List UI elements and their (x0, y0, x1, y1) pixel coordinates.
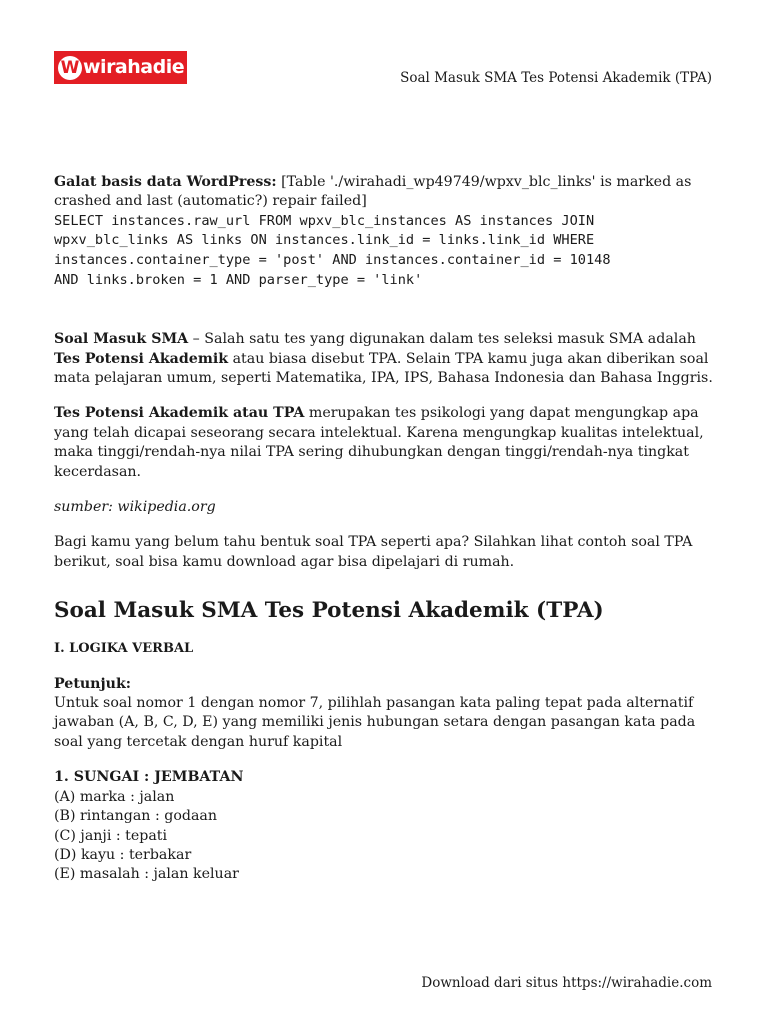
db-error-label: Galat basis data WordPress: (54, 174, 277, 190)
answer-option: (D) kayu : terbakar (54, 846, 192, 863)
db-error-sql (54, 212, 718, 290)
question-title-text: 1. SUNGAI : JEMBATAN (54, 769, 244, 786)
intro-paragraph-2 (54, 404, 718, 482)
page-footer: Download dari situs https://wirahadie.com (421, 975, 712, 991)
answer-option: (E) masalah : jalan keluar (54, 866, 239, 883)
answer-option: (C) janji : tepati (54, 827, 168, 844)
instruction-label (54, 675, 718, 694)
page-header-title: Soal Masuk SMA Tes Potensi Akademik (TPA) (400, 70, 712, 86)
sql-line: instances.container_type = 'post' AND instances.container_id = 10148 (54, 252, 611, 268)
section-subheading: I. LOGIKA VERBAL (54, 641, 194, 657)
article-body (54, 173, 718, 885)
intro-bold-definition: Tes Potensi Akademik atau TPA (54, 405, 305, 422)
logo-mark-icon: W (58, 56, 82, 80)
intro-paragraph-1 (54, 330, 718, 388)
answer-option: (A) marka : jalan (54, 788, 175, 805)
instruction-label-text: Petunjuk: (54, 675, 132, 692)
sql-line: AND links.broken = 1 AND parser_type = 'link' (54, 271, 423, 288)
question-title (54, 768, 718, 787)
intro-text: merupakan tes psikologi yang dapat mengungkap apa yang telah dicapai seseorang secara intelektual. Karena mengungkap kualitas intelektual, maka tinggi/rendah-nya nilai TPA sering dihubungkan dengan tinggi/rendah-nya tingkat kecerdasan. (54, 405, 704, 480)
sql-line: SELECT instances.raw_url FROM wpxv_blc_instances AS instances JOIN (54, 212, 595, 229)
intro-text: atau biasa disebut TPA. Selain TPA kamu juga akan diberikan soal mata pelajaran umum, seperti Matematika, IPA, IPS, Bahasa Indonesia dan Bahasa Inggris. (54, 350, 713, 386)
instruction-text: Untuk soal nomor 1 dengan nomor 7, pilihlah pasangan kata paling tepat pada alternatif jawaban (A, B, C, D, E) yang memiliki jenis hubungan setara dengan pasangan kata pada soal yang tercetak dengan huruf kapital (54, 695, 696, 750)
sql-line: wpxv_blc_links AS links ON instances.link_id = links.link_id WHERE (54, 232, 595, 249)
intro-bold-tpa: Tes Potensi Akademik (54, 350, 229, 367)
intro-paragraph-3: Bagi kamu yang belum tahu bentuk soal TPA seperti apa? Silahkan lihat contoh soal TPA berikut, soal bisa kamu download agar bisa dipelajari di rumah. (54, 534, 693, 570)
source-text: sumber: wikipedia.org (54, 499, 216, 516)
intro-text: – Salah satu tes yang digunakan dalam tes seleksi masuk SMA adalah (188, 331, 696, 348)
source-note (54, 498, 718, 517)
answer-option: (B) rintangan : godaan (54, 808, 217, 825)
db-error-message (54, 173, 718, 212)
section-heading: Soal Masuk SMA Tes Potensi Akademik (TPA) (54, 598, 604, 624)
site-logo[interactable] (54, 51, 187, 84)
logo-text: wirahadie (83, 56, 185, 78)
db-error-text: [Table './wirahadi_wp49749/wpxv_blc_links' is marked as crashed and last (automatic?) repair failed] (54, 174, 692, 210)
intro-bold-soal: Soal Masuk SMA (54, 331, 189, 348)
